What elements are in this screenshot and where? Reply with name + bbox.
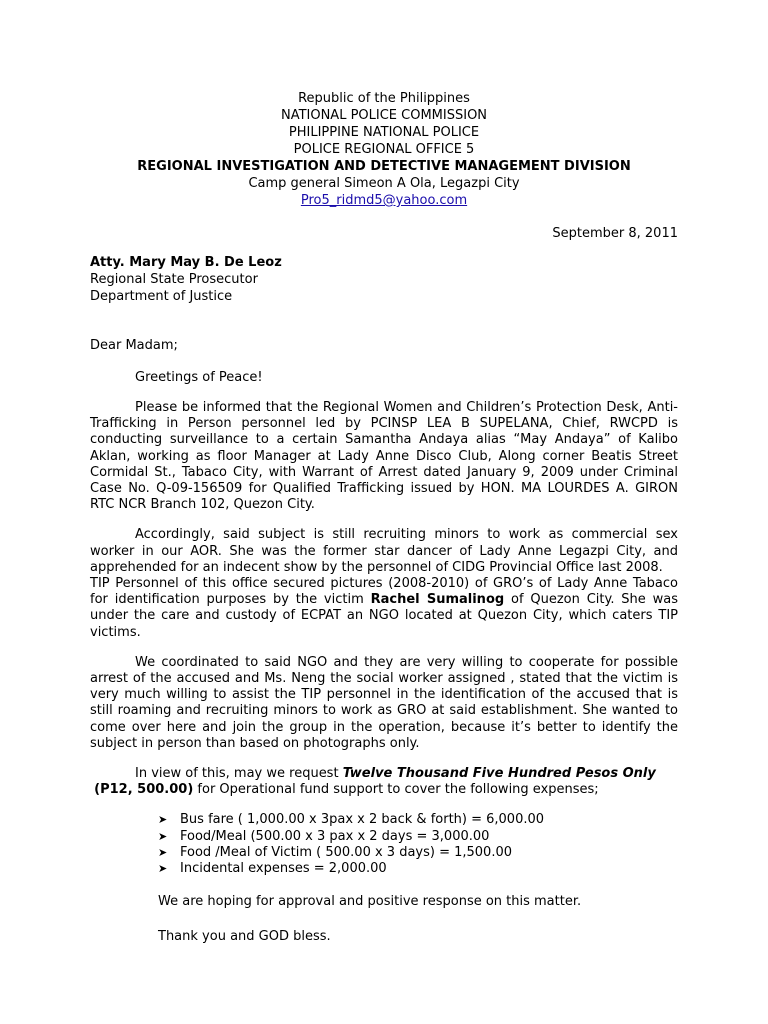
addressee-block [90,254,678,305]
paragraph-surveillance-text-a: Please be informed that the Regional Women and Children’s Protection Desk, Anti-Trafficking in Person personnel led by [90,400,678,432]
paragraph-surveillance-bold: PCINSP LEA B SUPELANA [370,416,549,432]
paragraph-ngo-coordination: We coordinated to said NGO and they are very willing to cooperate for possible arrest of the accused and Ms. Neng the social worker assigned , stated that the victim is very much willing to assist the TIP personnel in the identification of the accused that is still roaming and recruiting minors to work as GRO at said establishment. She wanted to come over here and join the group in the operation, because it’s better to identify the subject in person than based on photographs only. [90,654,678,751]
header-line-napolcom: NATIONAL POLICE COMMISSION [280,108,488,123]
addressee-title: Regional State Prosecutor [90,272,258,287]
request-amount-line [90,782,678,798]
closing-thanks: Thank you and GOD bless. [158,929,331,945]
request-text-a: In view of this, may we request [135,766,343,782]
letter-date: September 8, 2011 [552,226,678,241]
list-item [158,845,678,861]
paragraph-surveillance [90,400,678,513]
expense-list [90,812,678,877]
addressee-name: Atty. Mary May B. De Leoz [90,255,282,270]
header-line-pnp: PHILIPPINE NATIONAL POLICE [288,125,480,140]
letterhead [90,90,678,209]
expense-food-meal: Food/Meal (500.00 x 3 pax x 2 days = 3,000.00 [180,828,490,844]
paragraph-recruiting: Accordingly, said subject is still recruiting minors to work as commercial sex worker in our AOR. She was the former star dancer of Lady Anne Legazpi City, and apprehended for an indecent show by the personnel of CIDG Provincial Office last 2008. [90,527,678,575]
addressee-department: Department of Justice [90,289,233,304]
header-division: REGIONAL INVESTIGATION AND DETECTIVE MANAGEMENT DIVISION [137,159,631,174]
expense-food-victim: Food /Meal of Victim ( 500.00 x 3 days) = 1,500.00 [180,844,513,860]
list-item [158,812,678,828]
header-line-republic: Republic of the Philippines [298,91,470,106]
arrow-bullet-icon: ➤ [158,829,168,843]
greeting: Greetings of Peace! [135,370,263,385]
paragraph-tip-text-a: TIP Personnel of this office secured pictures (2008-2010) of GRO’s of Lady Anne Tabaco for identification purposes by the victim [90,576,678,608]
paragraph-tip-pictures [90,576,678,641]
letter-page [90,90,678,945]
paragraph-surveillance-text-b: , Chief, RWCPD is conducting surveillance to a certain Samantha Andaya alias “May Andaya” of Kalibo Aklan, working as floor Manager at Lady Anne Disco Club, Along corner Beatis Street Cormidal St., Tabaco City, with Warrant of Arrest dated January 9, 2009 under Criminal Case No. Q-09-156509 for Qualified Trafficking issued by HON. MA LOURDES A. GIRON RTC NCR Branch 102, Quezon City. [90,416,678,513]
closing-approval: We are hoping for approval and positive response on this matter. [158,894,582,910]
request-text-b: for Operational fund support to cover the following expenses; [193,782,599,798]
expense-bus-fare: Bus fare ( 1,000.00 x 3pax x 2 back & forth) = 6,000.00 [180,812,545,828]
arrow-bullet-icon: ➤ [158,862,168,876]
victim-name: Rachel Sumalinog [370,592,505,608]
request-amount-words: Twelve Thousand Five Hundred Pesos Only [342,766,656,782]
salutation: Dear Madam; [90,338,178,353]
paragraph-tip-text-b: of Quezon City. She was under the care and custody of ECPAT an NGO located at Quezon City, which caters TIP victims. [90,592,678,640]
list-item [158,861,678,877]
request-amount-figure: (P12, 500.00) [94,782,194,798]
list-item [158,829,678,845]
arrow-bullet-icon: ➤ [158,813,168,827]
header-address: Camp general Simeon A Ola, Legazpi City [248,176,520,191]
arrow-bullet-icon: ➤ [158,845,168,859]
expense-incidental: Incidental expenses = 2,000.00 [180,861,387,877]
header-email-link[interactable]: Pro5_ridmd5@yahoo.com [300,193,468,208]
request-line [90,766,678,782]
header-line-regional-office: POLICE REGIONAL OFFICE 5 [293,142,475,157]
